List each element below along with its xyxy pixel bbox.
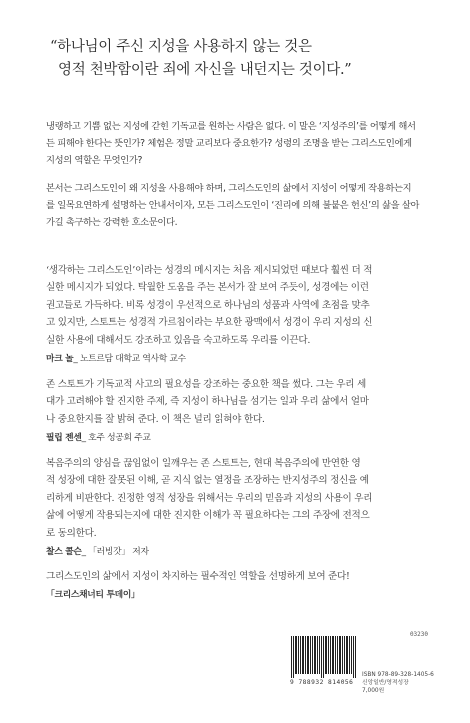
pull-quote-line-1: “하나님이 주신 지성을 사용하지 않는 것은 <box>50 39 312 55</box>
intro-line: 지성의 역할은 무엇인가? <box>46 155 143 167</box>
intro-paragraph <box>46 118 426 170</box>
endorser-attribution: 마크 놀_ 노트르담 대학교 역사학 교수 <box>46 354 186 365</box>
barcode-bars-icon <box>290 636 360 678</box>
endorser-title: 노트르담 대학교 역사학 교수 <box>79 354 186 365</box>
intro-line: 든 피해야 한다는 뜻인가? 체험은 정말 교리보다 중요한가? 성령의 조명을 받는 그리스도인에게 <box>46 138 412 150</box>
endorsement-line: 실한 메시지가 되었다. 탁월한 도움을 주는 본서가 잘 보여 주듯이, 성경에는 이런 <box>46 282 369 294</box>
endorsement-1 <box>46 262 426 364</box>
summary-line: 를 일목요연하게 설명하는 안내서이자, 모든 그리스도인이 ‘진리에 의해 불붙은 헌신’의 삶을 살아 <box>46 200 420 212</box>
endorsement-line: ‘생각하는 그리스도인’이라는 성경의 메시지는 처음 제시되었던 때보다 훨씬 더 적 <box>46 265 373 276</box>
endorser-name: 필립 젠센 <box>46 433 82 444</box>
endorser-name: 마크 놀 <box>46 354 74 365</box>
endorsement-line: 존 스토트가 기독교적 사고의 필요성을 강조하는 중요한 책을 썼다. 그는 우리 세 <box>46 379 366 390</box>
summary-line: 가길 촉구하는 강력한 호소문이다. <box>46 217 178 229</box>
intro-line: 냉랭하고 기쁨 없는 지성에 갇힌 기독교를 원하는 사람은 없다. 이 말은 ‘지성주의’를 어떻게 해서 <box>46 121 416 132</box>
endorser-attribution: 찰스 콜슨_ 「러빙갓」 저자 <box>46 547 149 558</box>
endorser-attribution: 필립 젠센_ 호주 성공회 주교 <box>46 433 151 444</box>
endorsement-line: 복음주의의 양심을 끊임없이 일깨우는 존 스토트는, 현대 복음주의에 만연한 영 <box>46 458 361 469</box>
endorsement-text <box>46 262 426 349</box>
barcode-price-code: 03230 <box>409 631 428 638</box>
summary-line: 본서는 그리스도인이 왜 지성을 사용해야 하며, 그리스도인의 삶에서 지성이 어떻게 작용하는지 <box>46 183 412 194</box>
endorser-title: 「러빙갓」 저자 <box>88 547 149 558</box>
pull-quote <box>50 36 440 82</box>
book-price: 7,000원 <box>362 688 385 694</box>
summary-paragraph <box>46 180 426 232</box>
endorsement-line: 그리스도인의 삶에서 지성이 차지하는 필수적인 역할을 선명하게 보여 준다! <box>46 571 350 582</box>
endorsement-line: 로 동의한다. <box>46 527 97 539</box>
endorsement-line: 리하게 비판한다. 진정한 영적 성장을 위해서는 우리의 믿음과 지성의 사용이 우리 <box>46 492 373 504</box>
endorser-title: 호주 성공회 주교 <box>88 433 151 444</box>
endorsement-3 <box>46 455 426 557</box>
endorsement-2 <box>46 376 426 443</box>
endorsement-line: 나 중요한지를 잘 밝혀 준다. 이 책은 널리 읽혀야 한다. <box>46 413 265 425</box>
endorsement-text <box>46 455 426 542</box>
endorsement-line: 권고들로 가득하다. 비록 성경이 우선적으로 하나님의 성품과 사역에 초점을 맞추 <box>46 299 370 311</box>
pull-quote-line-2: 영적 천박함이란 죄에 자신을 내던지는 것이다.” <box>58 62 352 78</box>
endorsement-line: 적 성장에 대한 잘못된 이해, 곧 지식 없는 열정을 조장하는 반지성주의 정신을 예 <box>46 475 369 487</box>
isbn-info <box>362 671 434 695</box>
barcode-digits: 9 788932 814056 <box>290 679 354 686</box>
endorser-name: 찰스 콜슨 <box>46 547 82 558</box>
endorsement-line: 삶에 어떻게 작용되는지에 대한 진지한 이해가 꼭 필요하다는 그의 주장에 전적으 <box>46 510 370 522</box>
endorser-name: 「크리스채너티 투데이」 <box>46 590 140 601</box>
isbn-number: ISBN 978-89-328-1405-6 <box>362 672 434 678</box>
endorsement-text <box>46 568 426 585</box>
endorsement-text <box>46 376 426 428</box>
endorser-attribution <box>46 587 426 600</box>
endorsement-4 <box>46 568 426 600</box>
book-category: 신앙일반/영적성장 <box>362 680 409 686</box>
endorsement-line: 고 있지만, 스토트는 성경적 가르침이라는 부요한 광맥에서 성경이 우리 지성의 신 <box>46 317 373 329</box>
isbn-barcode <box>290 631 434 701</box>
endorsement-line: 대가 고려해야 할 진지한 주제, 즉 지성이 하나님을 섬기는 일과 우리 삶에서 얼마 <box>46 396 369 408</box>
endorsement-line: 실한 사용에 대해서도 강조하고 있음을 숙고하도록 우리를 이끈다. <box>46 334 311 346</box>
